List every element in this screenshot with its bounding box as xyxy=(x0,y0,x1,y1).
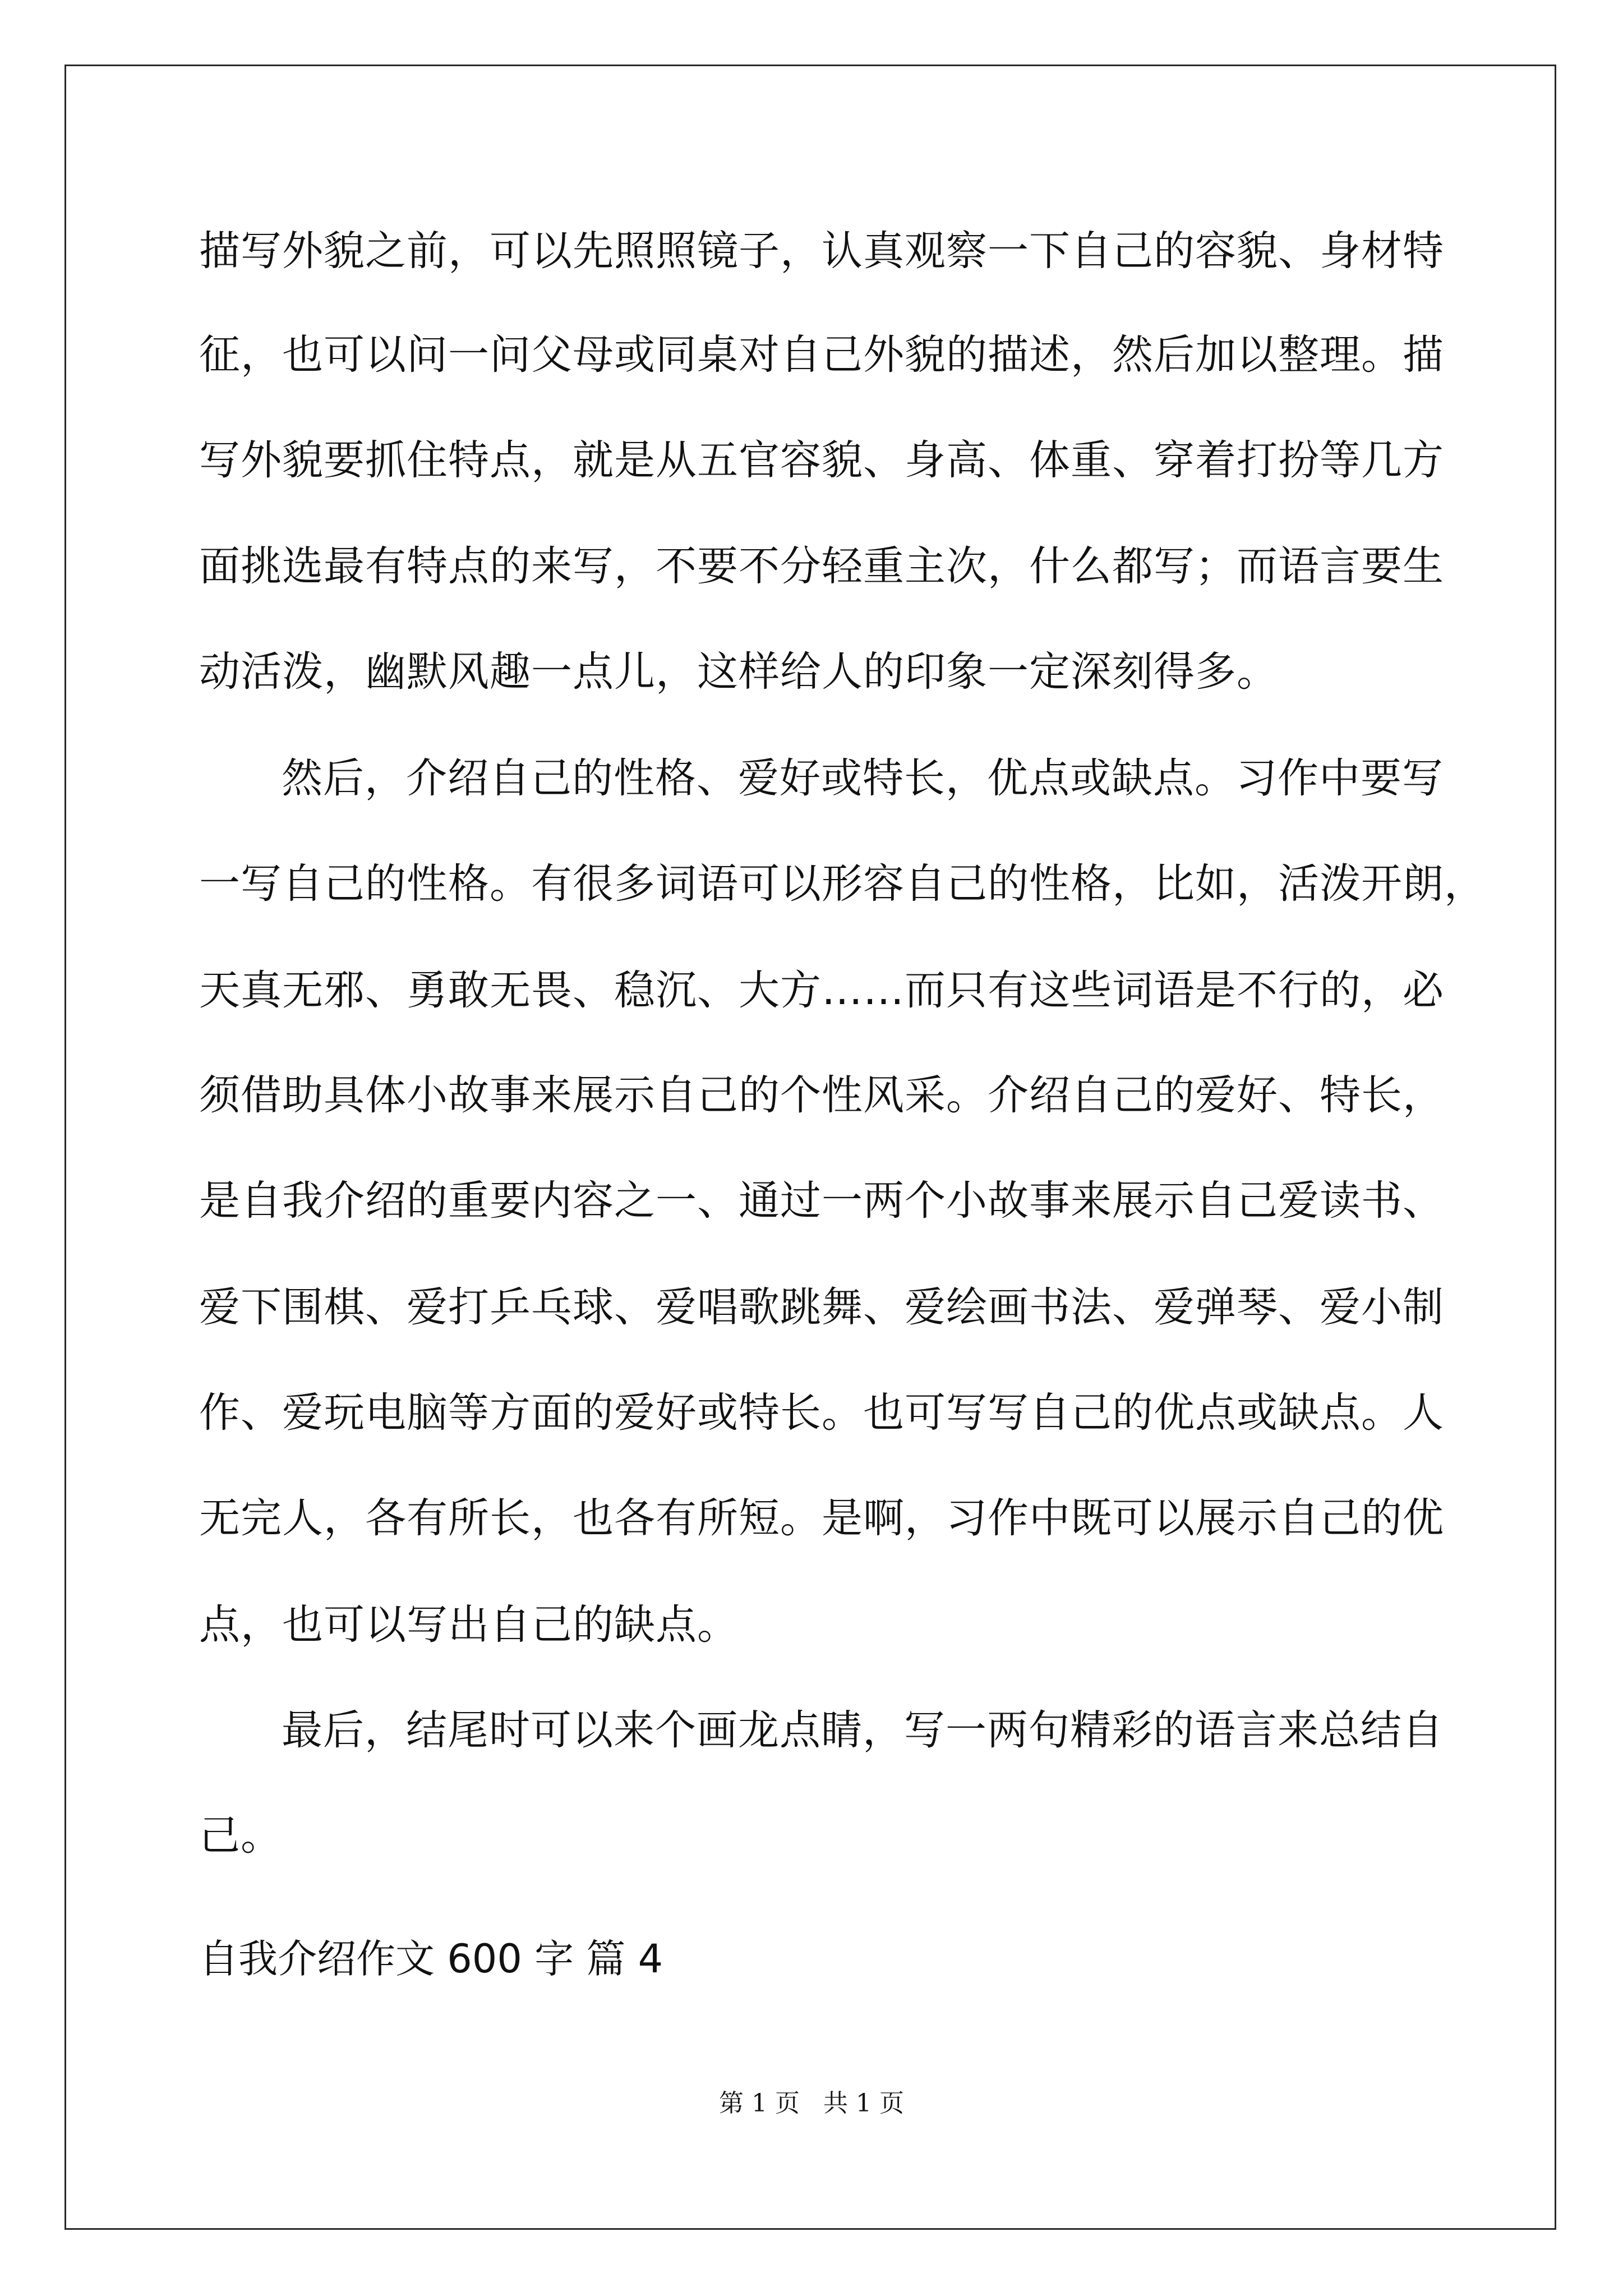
body-text-line: 己。 xyxy=(199,1812,282,1860)
page-border xyxy=(64,65,1556,2230)
body-text-line: 作、爱玩电脑等方面的爱好或特长。也可写写自己的优点或缺点。人 xyxy=(199,1389,1444,1437)
paragraph-first-line: 最后，结尾时可以来个画龙点睛，写一两句精彩的语言来总结自 xyxy=(282,1706,1444,1754)
body-text-line: 一写自己的性格。有很多词语可以形容自己的性格，比如，活泼开朗， xyxy=(199,860,1486,908)
body-text-line: 爱下围棋、爱打乒乓球、爱唱歌跳舞、爱绘画书法、爱弹琴、爱小制 xyxy=(199,1283,1444,1331)
body-text-line: 动活泼，幽默风趣一点儿，这样给人的印象一定深刻得多。 xyxy=(199,648,1278,696)
body-text-line: 写外貌要抓住特点，就是从五官容貌、身高、体重、穿着打扮等几方 xyxy=(199,436,1444,484)
body-text-line: 是自我介绍的重要内容之一、通过一两个小故事来展示自己爱读书、 xyxy=(199,1177,1444,1225)
page-number-footer: 第 1 页 共 1 页 xyxy=(719,2089,904,2118)
body-text-line: 天真无邪、勇敢无畏、稳沉、大方……而只有这些词语是不行的，必 xyxy=(199,967,1444,1014)
paragraph-first-line: 然后，介绍自己的性格、爱好或特长，优点或缺点。习作中要写 xyxy=(282,754,1444,802)
body-text-line: 描写外貌之前，可以先照照镜子，认真观察一下自己的容貌、身材特 xyxy=(199,227,1444,275)
body-text-line: 无完人，各有所长，也各有所短。是啊，习作中既可以展示自己的优 xyxy=(199,1494,1444,1542)
body-text-line: 须借助具体小故事来展示自己的个性风采。介绍自己的爱好、特长， xyxy=(199,1071,1444,1119)
section-heading: 自我介绍作文 600 字 篇 4 xyxy=(199,1936,663,1982)
body-text-line: 面挑选最有特点的来写，不要不分轻重主次，什么都写；而语言要生 xyxy=(199,542,1444,590)
body-text-line: 征，也可以问一问父母或同桌对自己外貌的描述，然后加以整理。描 xyxy=(199,331,1444,379)
body-text-line: 点，也可以写出自己的缺点。 xyxy=(199,1601,739,1649)
